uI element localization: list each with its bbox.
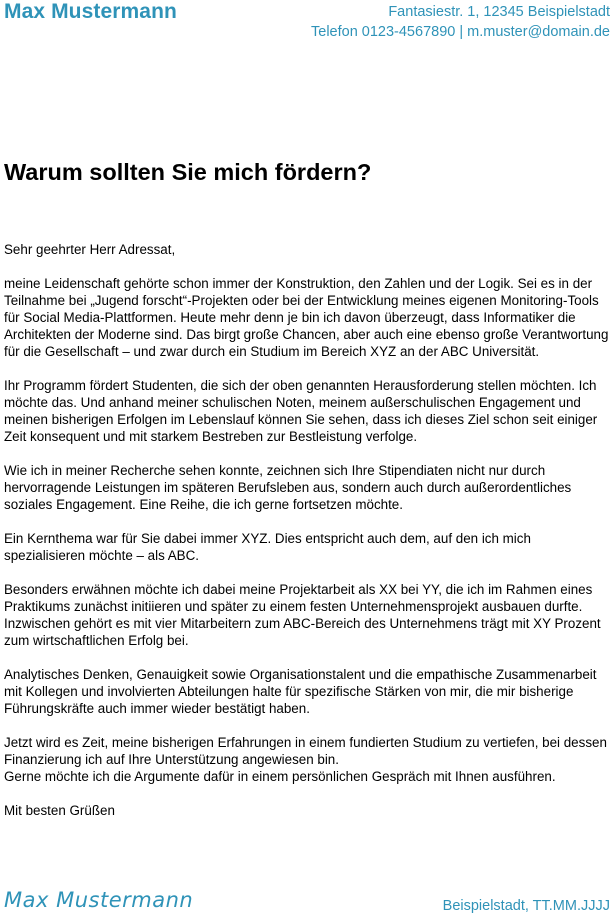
paragraph-motivation: meine Leidenschaft gehörte schon immer der Konstruktion, den Zahlen und der Logik. Sei es in der Teilnahme bei „Jugend forscht“-Projekten oder bei der Entwicklung meines eigenen Monitoring-Tools für Social Media-Plattformen. Heute mehr denn je bin ich davon überzeugt, dass Informatiker die Architekten der Moderne sind. Das birgt große Chancen, aber auch eine ebenso große Verantwortung für die Gesellschaft – und zwar durch ein Studium im Bereich XYZ an der ABC Universität. — [4, 276, 609, 359]
paragraph-research: Wie ich in meiner Recherche sehen konnte, zeichnen sich Ihre Stipendiaten nicht nur durch hervorragende Leistungen im späteren Berufsleben aus, sondern auch durch außerordentliches soziales Engagement. Eine Reihe, die ich gerne fortsetzen möchte. — [4, 463, 572, 512]
paragraph-closing — [4, 734, 612, 785]
letter-header — [0, 0, 614, 46]
signature: Max Mustermann — [4, 888, 194, 912]
closing-line-1: Jetzt wird es Zeit, meine bisherigen Erfahrungen in einem fundierten Studium zu vertiefen, bei dessen Finanzierung ich auf Ihre Unterstützung angewiesen bin. — [4, 735, 607, 767]
sender-address: Fantasiestr. 1, 12345 Beispielstadt — [388, 4, 610, 20]
letter-body — [4, 241, 612, 836]
paragraph-strengths: Analytisches Denken, Genauigkeit sowie Organisationstalent und die empathische Zusammenarbeit mit Kollegen und involvierten Abteilungen halte für spezifische Stärken von mir, die mir bisherige Führungskräfte auch immer wieder bestätigt haben. — [4, 667, 597, 716]
paragraph-core-topic: Ein Kernthema war für Sie dabei immer XYZ. Dies entspricht auch dem, auf den ich mich spezialisieren möchte – als ABC. — [4, 531, 531, 563]
place-date: Beispielstadt, TT.MM.JJJJ — [442, 898, 610, 914]
sender-phone-email: Telefon 0123-4567890 | m.muster@domain.de — [311, 24, 610, 40]
letter-title: Warum sollten Sie mich fördern? — [4, 159, 372, 185]
sender-name: Max Mustermann — [4, 0, 177, 23]
paragraph-program: Ihr Programm fördert Studenten, die sich der oben genannten Herausforderung stellen möchten. Ich möchte das. Und anhand meiner schulischen Noten, meinem außerschulischen Engagement und meinen bisherigen Erfolgen im Lebenslauf können Sie sehen, dass ich dieses Ziel schon seit einiger Zeit konsequent und mit starkem Bestreben zur Bestleistung verfolge. — [4, 378, 598, 444]
paragraph-project: Besonders erwähnen möchte ich dabei meine Projektarbeit als XX bei YY, die ich im Rahmen eines Praktikums zunächst initiieren und später zu einem festen Unternehmensprojekt ausbauen durfte. Inzwischen gehört es mit vier Mitarbeitern zum ABC-Bereich des Unternehmens trägt mit XY Prozent zum wirtschaftlichen Erfolg bei. — [4, 582, 601, 648]
letter-footer — [0, 888, 614, 918]
sender-contact — [311, 2, 610, 42]
salutation: Sehr geehrter Herr Adressat, — [4, 242, 176, 257]
closing-line-2: Gerne möchte ich die Argumente dafür in einem persönlichen Gespräch mit Ihnen ausführen. — [4, 769, 556, 784]
regards: Mit besten Grüßen — [4, 803, 115, 818]
